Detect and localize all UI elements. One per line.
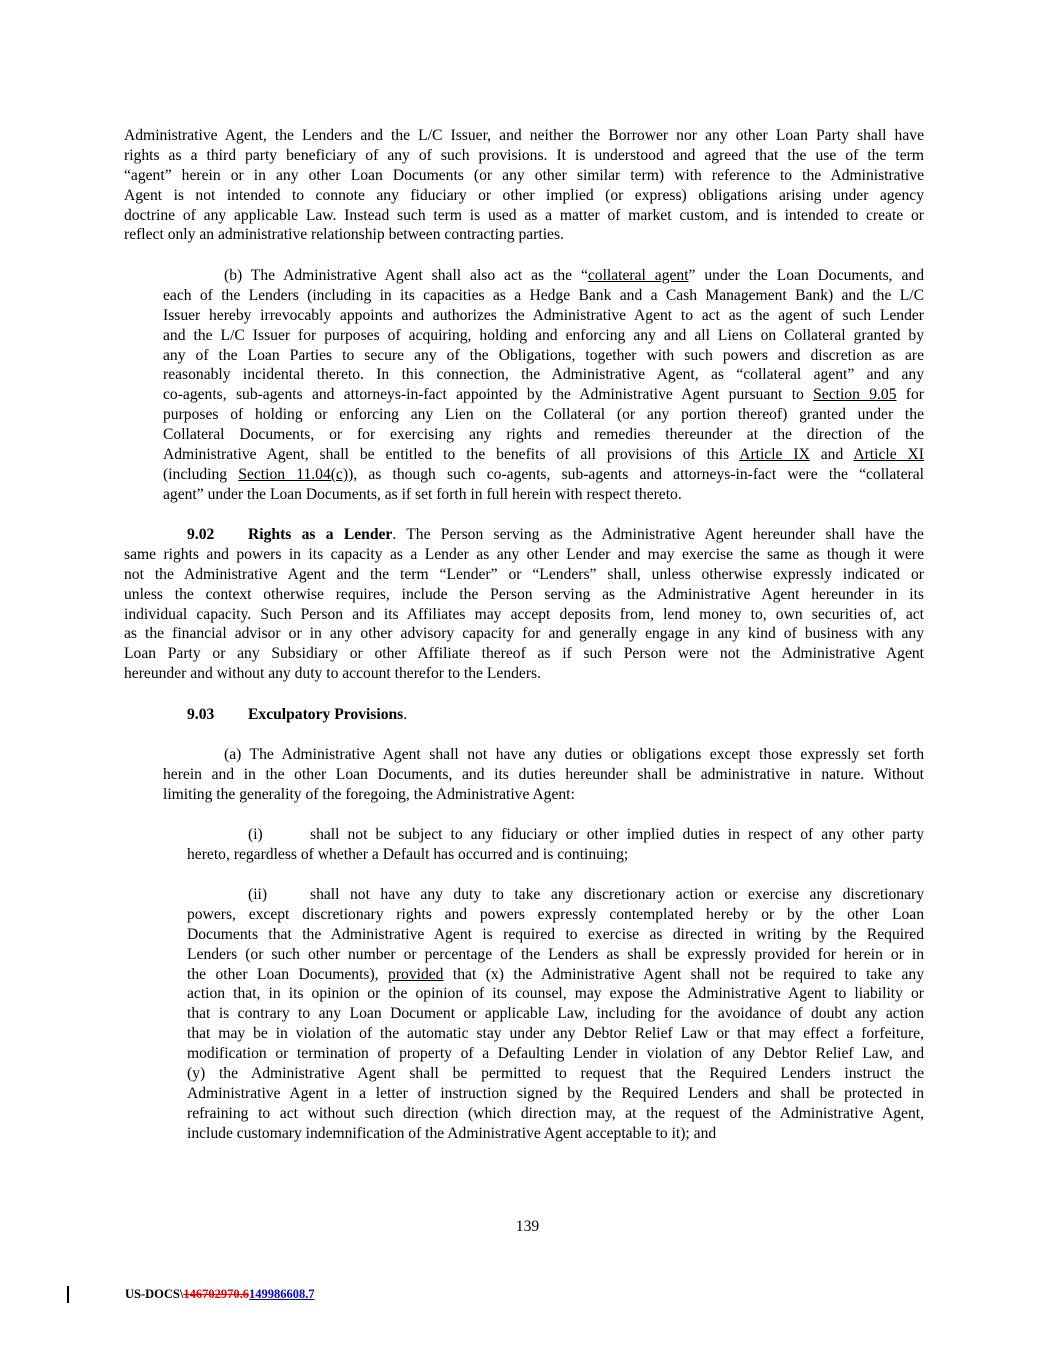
text-line: Issuer hereby irrevocably appoints and authorizes the Administrative Agent to act as the agent of such Lender bbox=[163, 306, 924, 324]
text-line: modification or termination of property of a Defaulting Lender in violation of any Debtor Relief Law, and bbox=[187, 1045, 924, 1063]
text-line: that may be in violation of the automatic stay under any Debtor Relief Law or that may effect a forfeiture, bbox=[187, 1025, 924, 1043]
text-line bbox=[163, 465, 924, 485]
text-line: as the financial advisor or in any other advisory capacity for and generally engage in any kind of business with any bbox=[124, 625, 924, 643]
text-line: limiting the generality of the foregoing, the Administrative Agent: bbox=[163, 785, 575, 803]
text-line: hereunder and without any duty to account therefor to the Lenders. bbox=[124, 665, 541, 683]
text-line bbox=[163, 445, 924, 465]
text-line: and the L/C Issuer for purposes of acquiring, holding and enforcing any and all Liens on Collateral granted by bbox=[163, 326, 924, 344]
text-run: shall not be subject to any fiduciary or other implied duties in respect of any other party bbox=[310, 826, 924, 843]
text-run: that (x) the Administrative Agent shall not be required to take any bbox=[443, 965, 925, 983]
item-label: (i) bbox=[248, 826, 263, 843]
text-line: Agent is not intended to connote any fiduciary or other implied (or express) obligations arising under agency bbox=[124, 186, 924, 204]
text-line: agent” under the Loan Documents, as if set forth in full herein with respect thereto. bbox=[163, 485, 682, 503]
defined-term-provided: provided bbox=[388, 965, 444, 983]
text-run: ), as though such co-agents, sub-agents and attorneys-in-fact were the “collateral bbox=[348, 465, 924, 483]
text-line: (a) The Administrative Agent shall not have any duties or obligations except those expressly set forth bbox=[224, 746, 924, 763]
text-line: “agent” herein or in any other Loan Documents (or any other similar term) with reference to the Administrative bbox=[124, 166, 924, 184]
text-line: same rights and powers in its capacity as a Lender as any other Lender and may exercise the same as though it were bbox=[124, 545, 924, 563]
text-line: herein and in the other Loan Documents, and its duties hereunder shall be administrative in nature. Without bbox=[163, 765, 924, 783]
text-line: Administrative Agent in a letter of instruction signed by the Required Lenders and shall be protected in bbox=[187, 1084, 924, 1102]
defined-term-collateral-agent: collateral agent bbox=[587, 267, 689, 284]
text-line: action that, in its opinion or the opinion of its counsel, may expose the Administrative Agent to liability or bbox=[187, 985, 924, 1003]
text-line: that is contrary to any Loan Document or applicable Law, including for the avoidance of doubt any action bbox=[187, 1005, 924, 1023]
text-line: doctrine of any applicable Law. Instead such term is used as a matter of market custom, and is intended to create or bbox=[124, 206, 924, 224]
section-903-heading bbox=[187, 705, 924, 725]
section-number: 9.02 bbox=[187, 526, 215, 543]
text-line: Documents that the Administrative Agent is required to exercise as directed in writing by the Required bbox=[187, 925, 924, 943]
intro-paragraph bbox=[124, 126, 924, 245]
item-i-paragraph bbox=[187, 825, 924, 865]
text-line: reflect only an administrative relationship between contracting parties. bbox=[124, 226, 564, 244]
text-run: the other Loan Documents), bbox=[187, 965, 389, 983]
text-line bbox=[187, 825, 924, 845]
text-line: not the Administrative Agent and the term “Lender” or “Lenders” shall, unless otherwise expressly indicated or bbox=[124, 565, 924, 583]
article-ix-link[interactable]: Article IX bbox=[739, 446, 810, 464]
text-line: individual capacity. Such Person and its Affiliates may accept deposits from, lend money to, own securities of, act bbox=[124, 605, 924, 623]
text-line: purposes of holding or enforcing any Lien on the Collateral (or any portion thereof) granted under the bbox=[163, 406, 924, 424]
text-run: (b) The Administrative Agent shall also act as the “ bbox=[224, 267, 588, 284]
document-id-footer bbox=[125, 1287, 315, 1302]
text-line: Lenders (or such other number or percentage of the Lenders as shall be expressly provided for herein or in bbox=[187, 945, 924, 963]
section-905-link[interactable]: Section 9.05 bbox=[813, 386, 897, 404]
section-1104c-link[interactable]: Section 11.04(c) bbox=[238, 465, 349, 483]
text-line bbox=[163, 266, 924, 286]
text-line: (y) the Administrative Agent shall be permitted to request that the Required Lenders instruct the bbox=[187, 1065, 924, 1083]
text-line bbox=[187, 965, 924, 985]
text-line: rights as a third party beneficiary of any of such provisions. It is understood and agreed that the use of the term bbox=[124, 146, 924, 164]
text-run: and bbox=[809, 446, 854, 464]
text-line: each of the Lenders (including in its capacities as a Hedge Bank and a Cash Management Bank) and the L/C bbox=[163, 286, 924, 304]
text-line bbox=[187, 885, 924, 905]
text-line: any of the Loan Parties to secure any of the Obligations, together with such powers and discretion as are bbox=[163, 346, 924, 364]
section-903a-paragraph bbox=[163, 745, 924, 805]
revision-change-bar bbox=[67, 1286, 69, 1303]
text-line: Loan Party or any Subsidiary or other Affiliate thereof as if such Person were not the Administrative Agent bbox=[124, 645, 924, 663]
text-line bbox=[163, 385, 924, 405]
section-b-paragraph bbox=[163, 266, 924, 505]
text-line: hereto, regardless of whether a Default has occurred and is continuing; bbox=[187, 845, 629, 863]
text-run: for bbox=[896, 386, 924, 404]
article-xi-link[interactable]: Article XI bbox=[853, 446, 924, 464]
text-line: Collateral Documents, or for exercising any rights and remedies thereunder at the direction of the bbox=[163, 426, 924, 444]
text-line: refraining to act without such direction (which direction may, at the request of the Administrative Agent, bbox=[187, 1104, 924, 1122]
text-run: . bbox=[403, 706, 408, 723]
text-line: powers, except discretionary rights and powers expressly contemplated hereby or by the other Loan bbox=[187, 905, 924, 923]
text-run: ” under the Loan Documents, and bbox=[688, 267, 924, 284]
text-run: co-agents, sub-agents and attorneys-in-fact appointed by the Administrative Agent pursuant to bbox=[163, 386, 814, 404]
text-run: . The Person serving as the Administrative Agent hereunder shall have the bbox=[392, 526, 924, 543]
section-number: 9.03 bbox=[187, 706, 215, 723]
text-run: Administrative Agent, shall be entitled to the benefits of all provisions of this bbox=[163, 446, 740, 464]
text-run: (including bbox=[163, 465, 239, 483]
text-run: shall not have any duty to take any discretionary action or exercise any discretionary bbox=[310, 886, 924, 903]
item-ii-paragraph bbox=[187, 885, 924, 1144]
text-line bbox=[124, 525, 924, 545]
item-label: (ii) bbox=[248, 886, 268, 903]
doc-id-inserted: 149986608.7 bbox=[248, 1287, 315, 1301]
page-number: 139 bbox=[515, 1218, 540, 1235]
doc-id-deleted: 146702970.6 bbox=[183, 1287, 249, 1301]
section-title: Exculpatory Provisions bbox=[248, 706, 404, 723]
text-line: Administrative Agent, the Lenders and the L/C Issuer, and neither the Borrower nor any other Loan Party shall have bbox=[124, 127, 924, 144]
section-902-paragraph bbox=[124, 525, 924, 684]
text-line: unless the context otherwise requires, include the Person serving as the Administrative Agent hereunder in its bbox=[124, 585, 924, 603]
section-title: Rights as a Lender bbox=[248, 526, 393, 543]
text-line: include customary indemnification of the Administrative Agent acceptable to it); and bbox=[187, 1124, 717, 1142]
doc-id-prefix: US-DOCS\ bbox=[125, 1287, 184, 1301]
text-line: reasonably incidental thereto. In this connection, the Administrative Agent, as “collateral agent” and any bbox=[163, 366, 924, 384]
